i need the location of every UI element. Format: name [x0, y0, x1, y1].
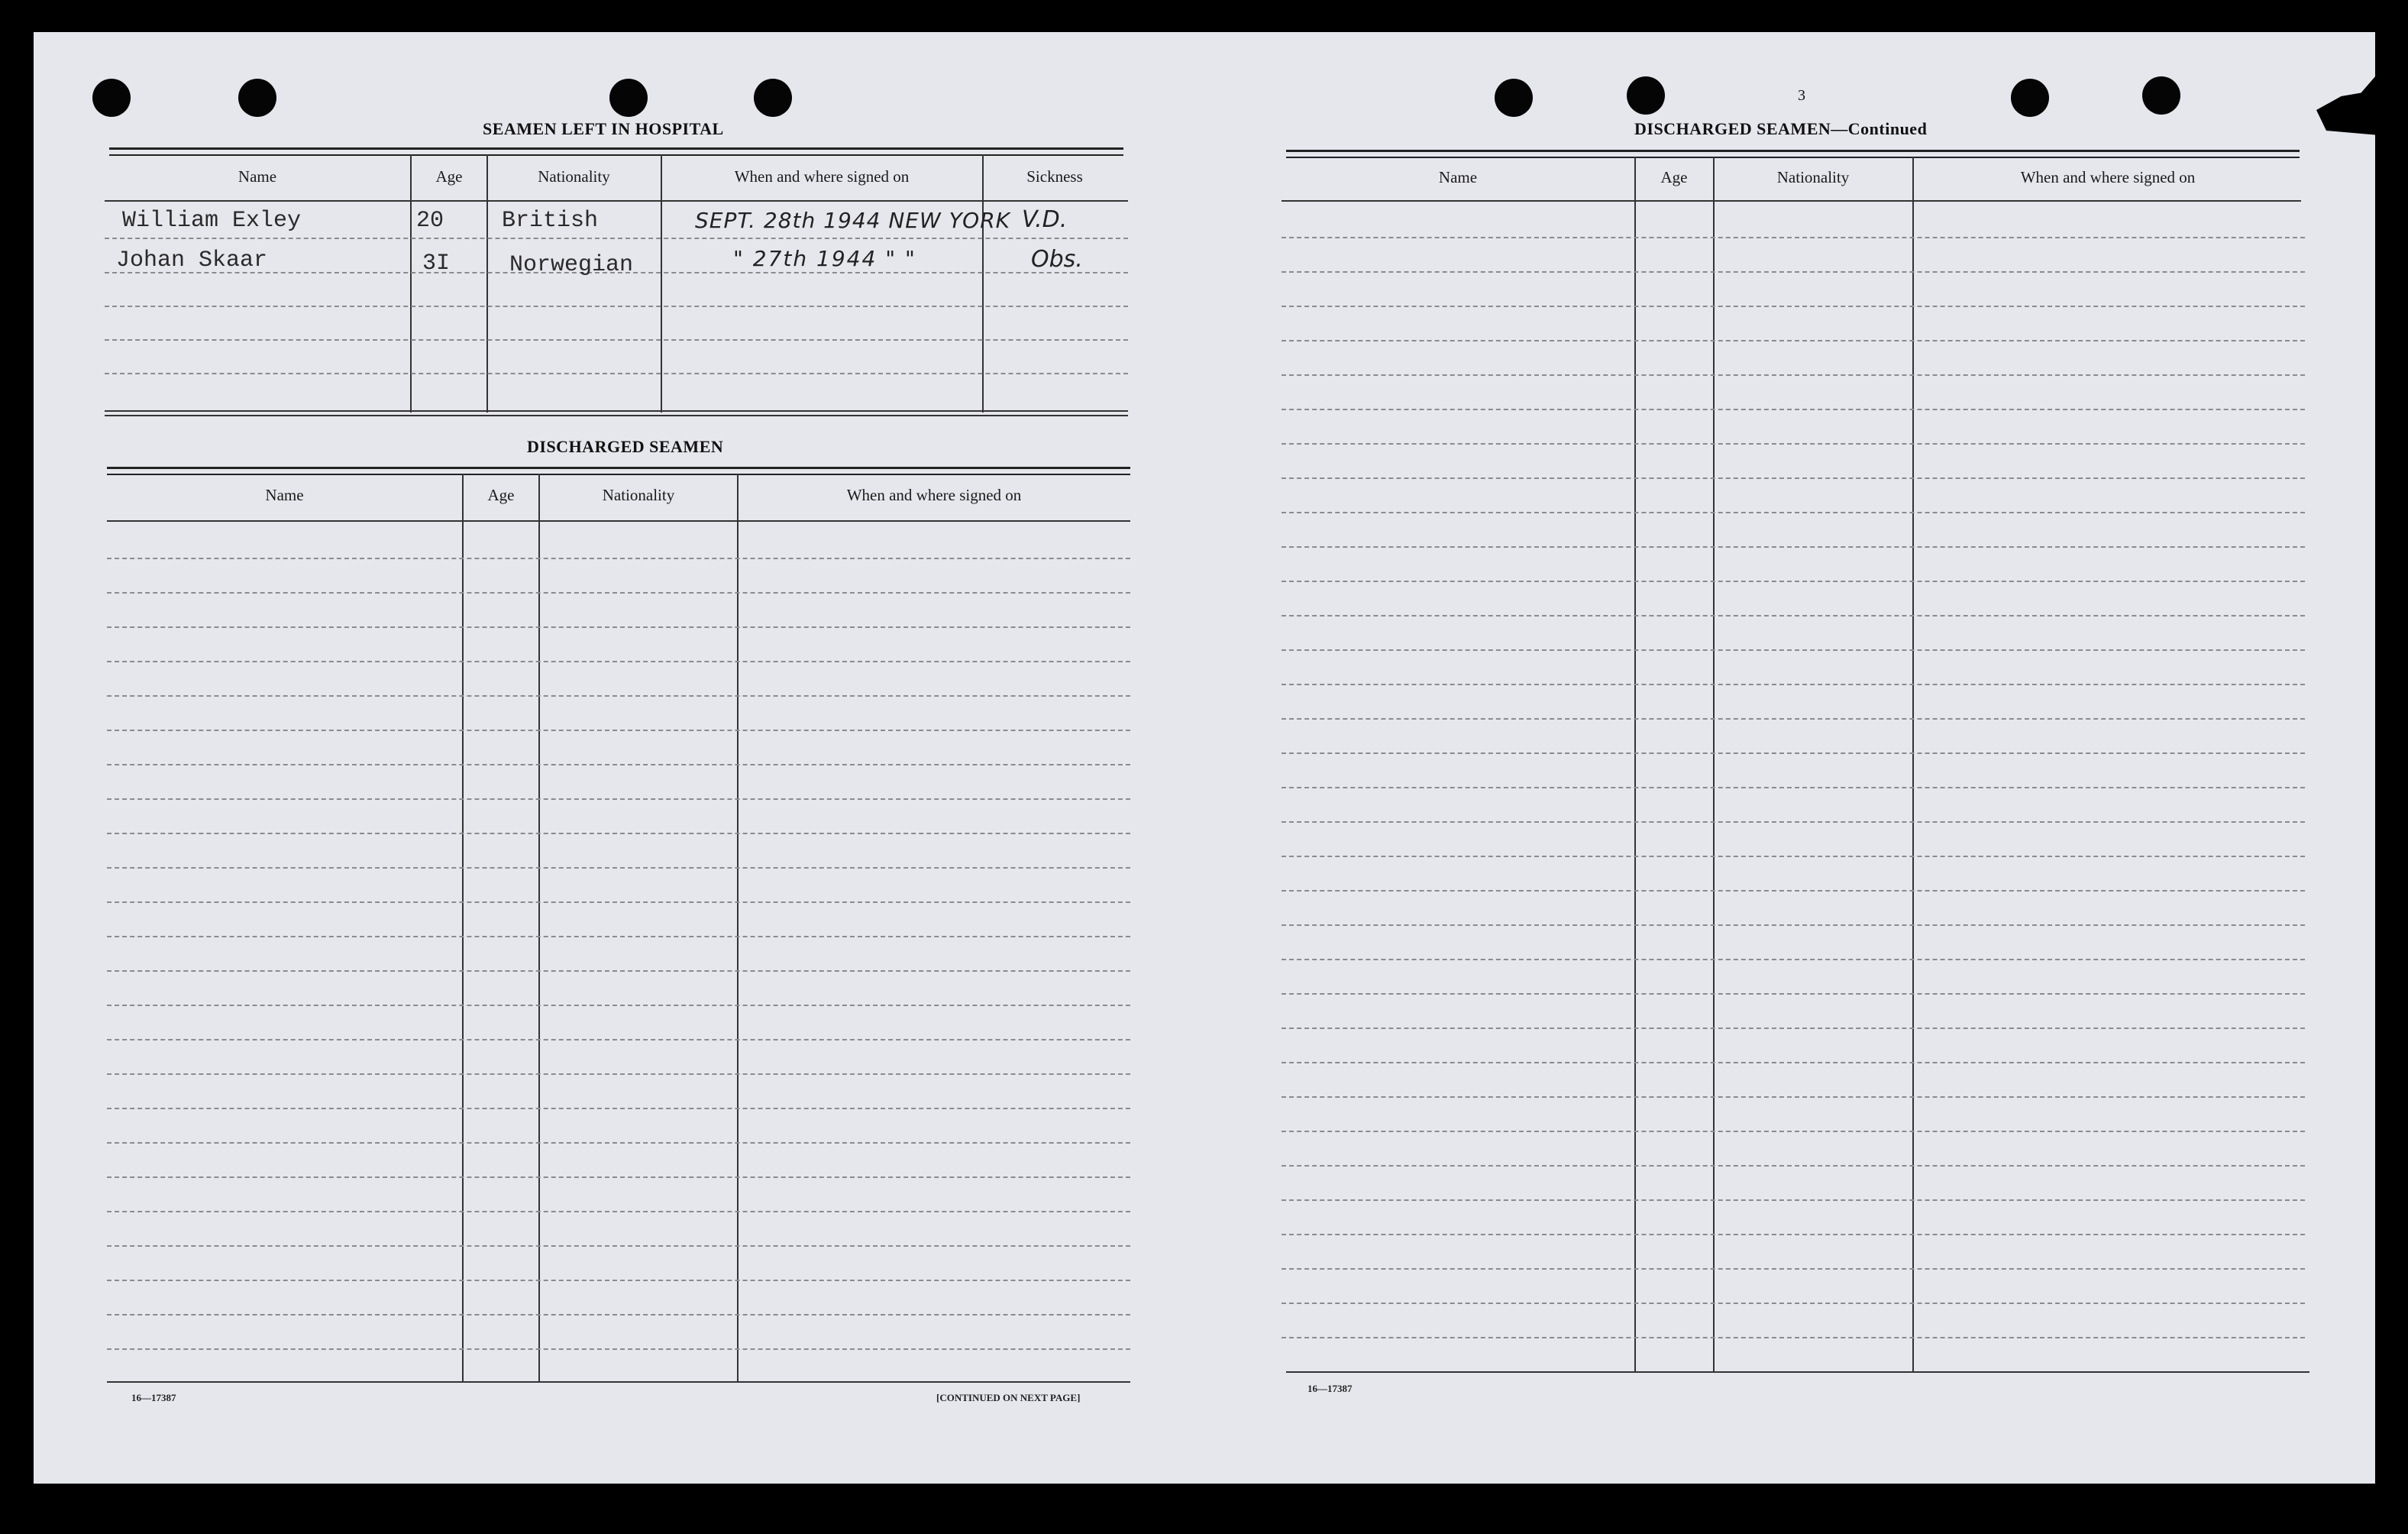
row-rule [1282, 890, 2305, 892]
col-header-age: Age [487, 486, 515, 504]
punch-hole [238, 79, 276, 117]
col-header-name: Name [238, 167, 277, 186]
row-rule [1282, 443, 2305, 445]
row-rule [107, 901, 1130, 903]
col-header-signed-on: When and where signed on [2020, 168, 2196, 186]
row-rule [107, 833, 1130, 834]
rule [107, 467, 1130, 475]
row-rule [105, 373, 1128, 374]
form-number-right: 16—17387 [1307, 1383, 1353, 1394]
row-rule [1282, 271, 2305, 273]
column-divider [1912, 157, 1914, 1371]
punch-hole [2011, 79, 2049, 117]
row-rule [1282, 512, 2305, 513]
col-header-signed-on: When and where signed on [846, 486, 1022, 504]
col-header-name: Name [1438, 168, 1478, 186]
row-rule [107, 558, 1130, 559]
row-rule [1282, 1062, 2305, 1063]
rule [107, 520, 1130, 522]
ledger-sheet [34, 32, 2375, 1484]
row-rule [107, 1005, 1130, 1006]
form-number-left: 16—17387 [131, 1392, 176, 1403]
row-rule [107, 626, 1130, 628]
row-rule [107, 970, 1130, 972]
continued-note: [CONTINUED ON NEXT PAGE] [936, 1392, 1081, 1403]
row-rule [1282, 649, 2305, 651]
seaman-nationality: Norwegian [509, 252, 634, 278]
row-rule [1282, 787, 2305, 788]
col-header-nationality: Nationality [602, 486, 675, 504]
row-rule [107, 1108, 1130, 1109]
rule [1282, 200, 2301, 202]
row-rule [107, 1039, 1130, 1040]
row-rule [1282, 615, 2305, 617]
row-rule [1282, 1234, 2305, 1235]
row-rule [1282, 306, 2305, 307]
row-rule [107, 1314, 1130, 1316]
seaman-name: William Exley [122, 208, 302, 234]
seaman-nationality: British [502, 208, 599, 234]
row-rule [1282, 1199, 2305, 1201]
continued-suffix: —Continued [1831, 119, 1928, 138]
rule [107, 1381, 1130, 1383]
row-rule [1282, 1028, 2305, 1029]
row-rule [105, 306, 1128, 307]
column-divider [1713, 157, 1715, 1371]
row-rule [1282, 752, 2305, 754]
row-rule [1282, 581, 2305, 582]
punch-hole [92, 79, 131, 117]
col-header-age: Age [1660, 168, 1688, 186]
row-rule [105, 339, 1128, 341]
col-header-nationality: Nationality [538, 167, 610, 186]
row-rule [107, 1211, 1130, 1212]
row-rule [1282, 959, 2305, 960]
row-rule [1282, 1131, 2305, 1132]
page-number: 3 [1798, 87, 1805, 104]
row-rule [107, 661, 1130, 662]
punch-hole [609, 79, 648, 117]
row-rule [107, 1142, 1130, 1144]
row-rule [1282, 856, 2305, 857]
rule [1286, 1371, 2309, 1373]
row-rule [107, 798, 1130, 800]
row-rule [107, 1073, 1130, 1075]
rule [1286, 150, 2300, 158]
seaman-age: 3I [422, 251, 451, 277]
punch-hole [1627, 76, 1665, 115]
col-header-signed-on: When and where signed on [734, 167, 910, 186]
seaman-name: Johan Skaar [116, 248, 268, 273]
row-rule [1282, 1096, 2305, 1098]
row-rule [107, 730, 1130, 731]
discharged-continued-title [1634, 119, 1927, 139]
row-rule [1282, 340, 2305, 341]
row-rule [107, 867, 1130, 869]
row-rule [1282, 993, 2305, 995]
rule [105, 415, 1128, 416]
discharged-title: DISCHARGED SEAMEN [527, 437, 724, 456]
discharged-continued-title-main: DISCHARGED SEAMEN [1634, 119, 1831, 138]
seaman-signed-on: SEPT. 28th 1944 NEW YORK [695, 208, 1011, 233]
row-rule [1282, 409, 2305, 410]
row-rule [1282, 1165, 2305, 1167]
row-rule [107, 1280, 1130, 1281]
row-rule [1282, 924, 2305, 926]
row-rule [1282, 374, 2305, 376]
row-rule [1282, 718, 2305, 720]
row-rule [107, 695, 1130, 697]
row-rule [107, 1176, 1130, 1178]
punch-hole [1495, 79, 1533, 117]
punch-hole [754, 79, 792, 117]
row-rule [1282, 237, 2305, 238]
rule [109, 147, 1123, 156]
punch-hole [2142, 76, 2180, 115]
row-rule [107, 936, 1130, 937]
col-header-sickness: Sickness [1026, 167, 1083, 186]
col-header-age: Age [435, 167, 463, 186]
row-rule [107, 764, 1130, 765]
rule [105, 200, 1128, 202]
seaman-signed-on: " 27th 1944 " " [733, 246, 916, 271]
seaman-age: 20 [416, 208, 444, 234]
row-rule [1282, 684, 2305, 685]
rule [105, 410, 1128, 412]
row-rule [107, 1245, 1130, 1247]
seaman-sickness: Obs. [1031, 246, 1083, 273]
row-rule [1282, 477, 2305, 479]
column-divider [1634, 157, 1636, 1371]
row-rule [1282, 1337, 2305, 1338]
row-rule [107, 1348, 1130, 1350]
col-header-nationality: Nationality [1776, 168, 1850, 186]
row-rule [1282, 1268, 2305, 1270]
hospital-title: SEAMEN LEFT IN HOSPITAL [483, 119, 724, 138]
seaman-sickness: V.D. [1022, 206, 1068, 233]
row-rule [1282, 1303, 2305, 1304]
row-rule [1282, 546, 2305, 548]
row-rule [1282, 821, 2305, 823]
row-rule [105, 238, 1128, 239]
row-rule [107, 592, 1130, 594]
col-header-name: Name [265, 486, 304, 504]
